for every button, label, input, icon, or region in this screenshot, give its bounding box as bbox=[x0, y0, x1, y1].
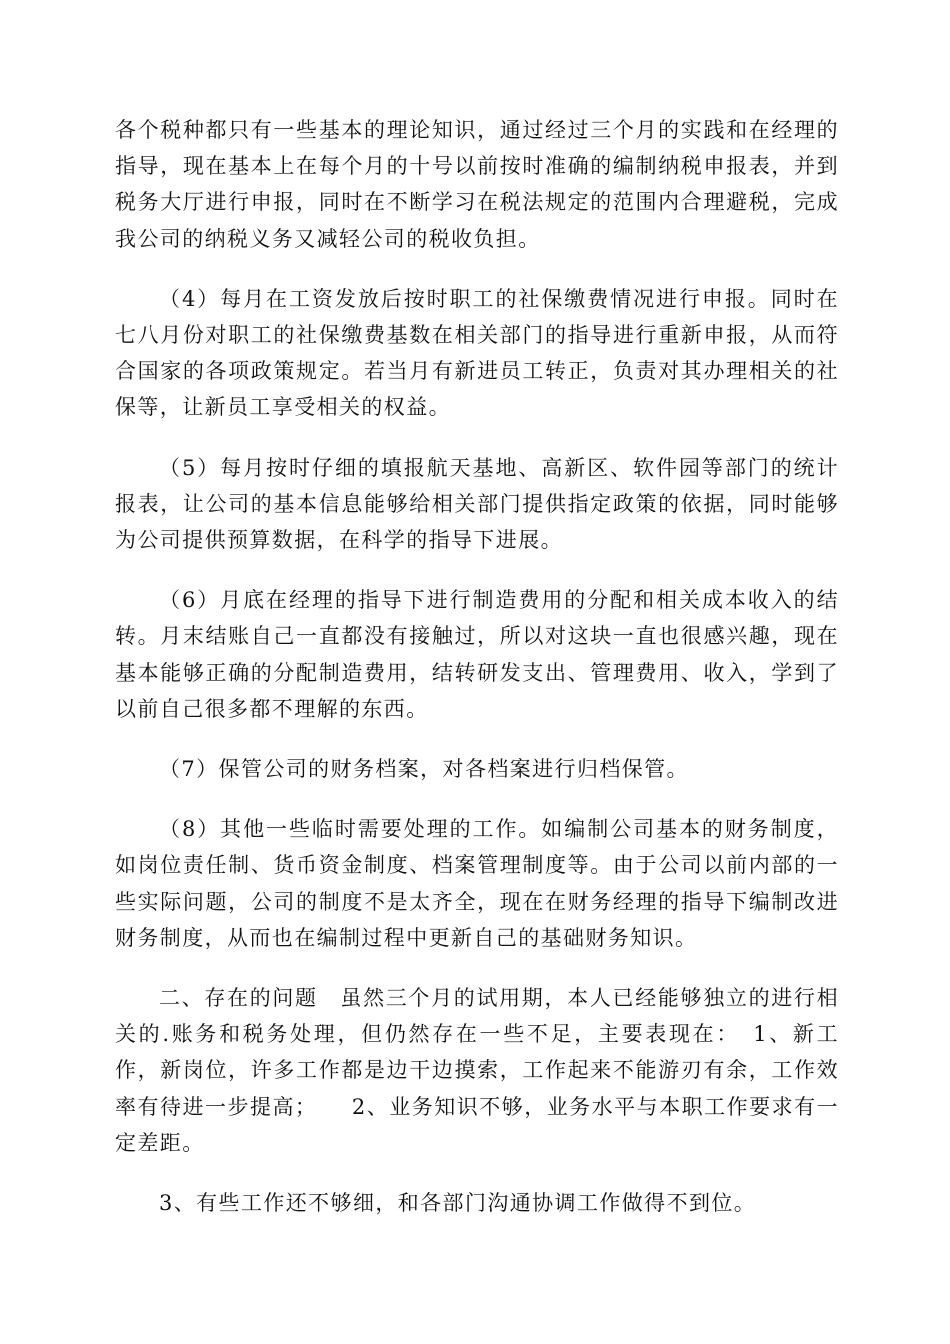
paragraph-problem-3: 3、有些工作还不够细，和各部门沟通协调工作做得不到位。 bbox=[159, 1191, 757, 1216]
paragraph-item-8-other-work: （8）其他一些临时需要处理的工作。如编制公司基本的财务制度，如岗位责任制、货币资金制度、档案管理制度等。由于公司以前内部的一些实际问题，公司的制度不是太齐全，现在在财务经理的指导下编制改进财务制度，从而也在编制过程中更新自己的基础财务知识。 bbox=[115, 817, 839, 950]
paragraph-item-4-social-security: （4）每月在工资发放后按时职工的社保缴费情况进行申报。同时在七八月份对职工的社保缴费基数在相关部门的指导进行重新申报，从而符合国家的各项政策规定。若当月有新进员工转正，负责对其办理相关的社保等，让新员工享受相关的权益。 bbox=[115, 286, 839, 420]
paragraph-tax-continuation: 各个税种都只有一些基本的理论知识，通过经过三个月的实践和在经理的指导，现在基本上在每个月的十号以前按时准确的编制纳税申报表，并到税务大厅进行申报，同时在不断学习在税法规定的范围内合理避税，完成我公司的纳税义务又减轻公司的税收负担。 bbox=[115, 118, 839, 251]
paragraph-existing-problems: 二、存在的问题 虽然三个月的试用期，本人已经能够独立的进行相关的.账务和税务处理，但仍然存在一些不足，主要表现在： 1、新工作，新岗位，许多工作都是边干边摸索，工作起来不能游刃有余，工作效率有待进一步提高； 2、业务知识不够，业务水平与本职工作要求有一定差距。 bbox=[115, 986, 839, 1155]
paragraph-item-6-month-end: （6）月底在经理的指导下进行制造费用的分配和相关成本收入的结转。月末结账自己一直都没有接触过，所以对这块一直也很感兴趣，现在基本能够正确的分配制造费用，结转研发支出、管理费用、收入，学到了以前自己很多都不理解的东西。 bbox=[115, 588, 839, 721]
paragraph-item-7-archives: （7）保管公司的财务档案，对各档案进行归档保管。 bbox=[159, 757, 689, 782]
document-page bbox=[115, 112, 839, 1221]
paragraph-item-5-statistics: （5）每月按时仔细的填报航天基地、高新区、软件园等部门的统计报表，让公司的基本信息能够给相关部门提供指定政策的依据，同时能够为公司提供预算数据，在科学的指导下进展。 bbox=[115, 455, 839, 553]
